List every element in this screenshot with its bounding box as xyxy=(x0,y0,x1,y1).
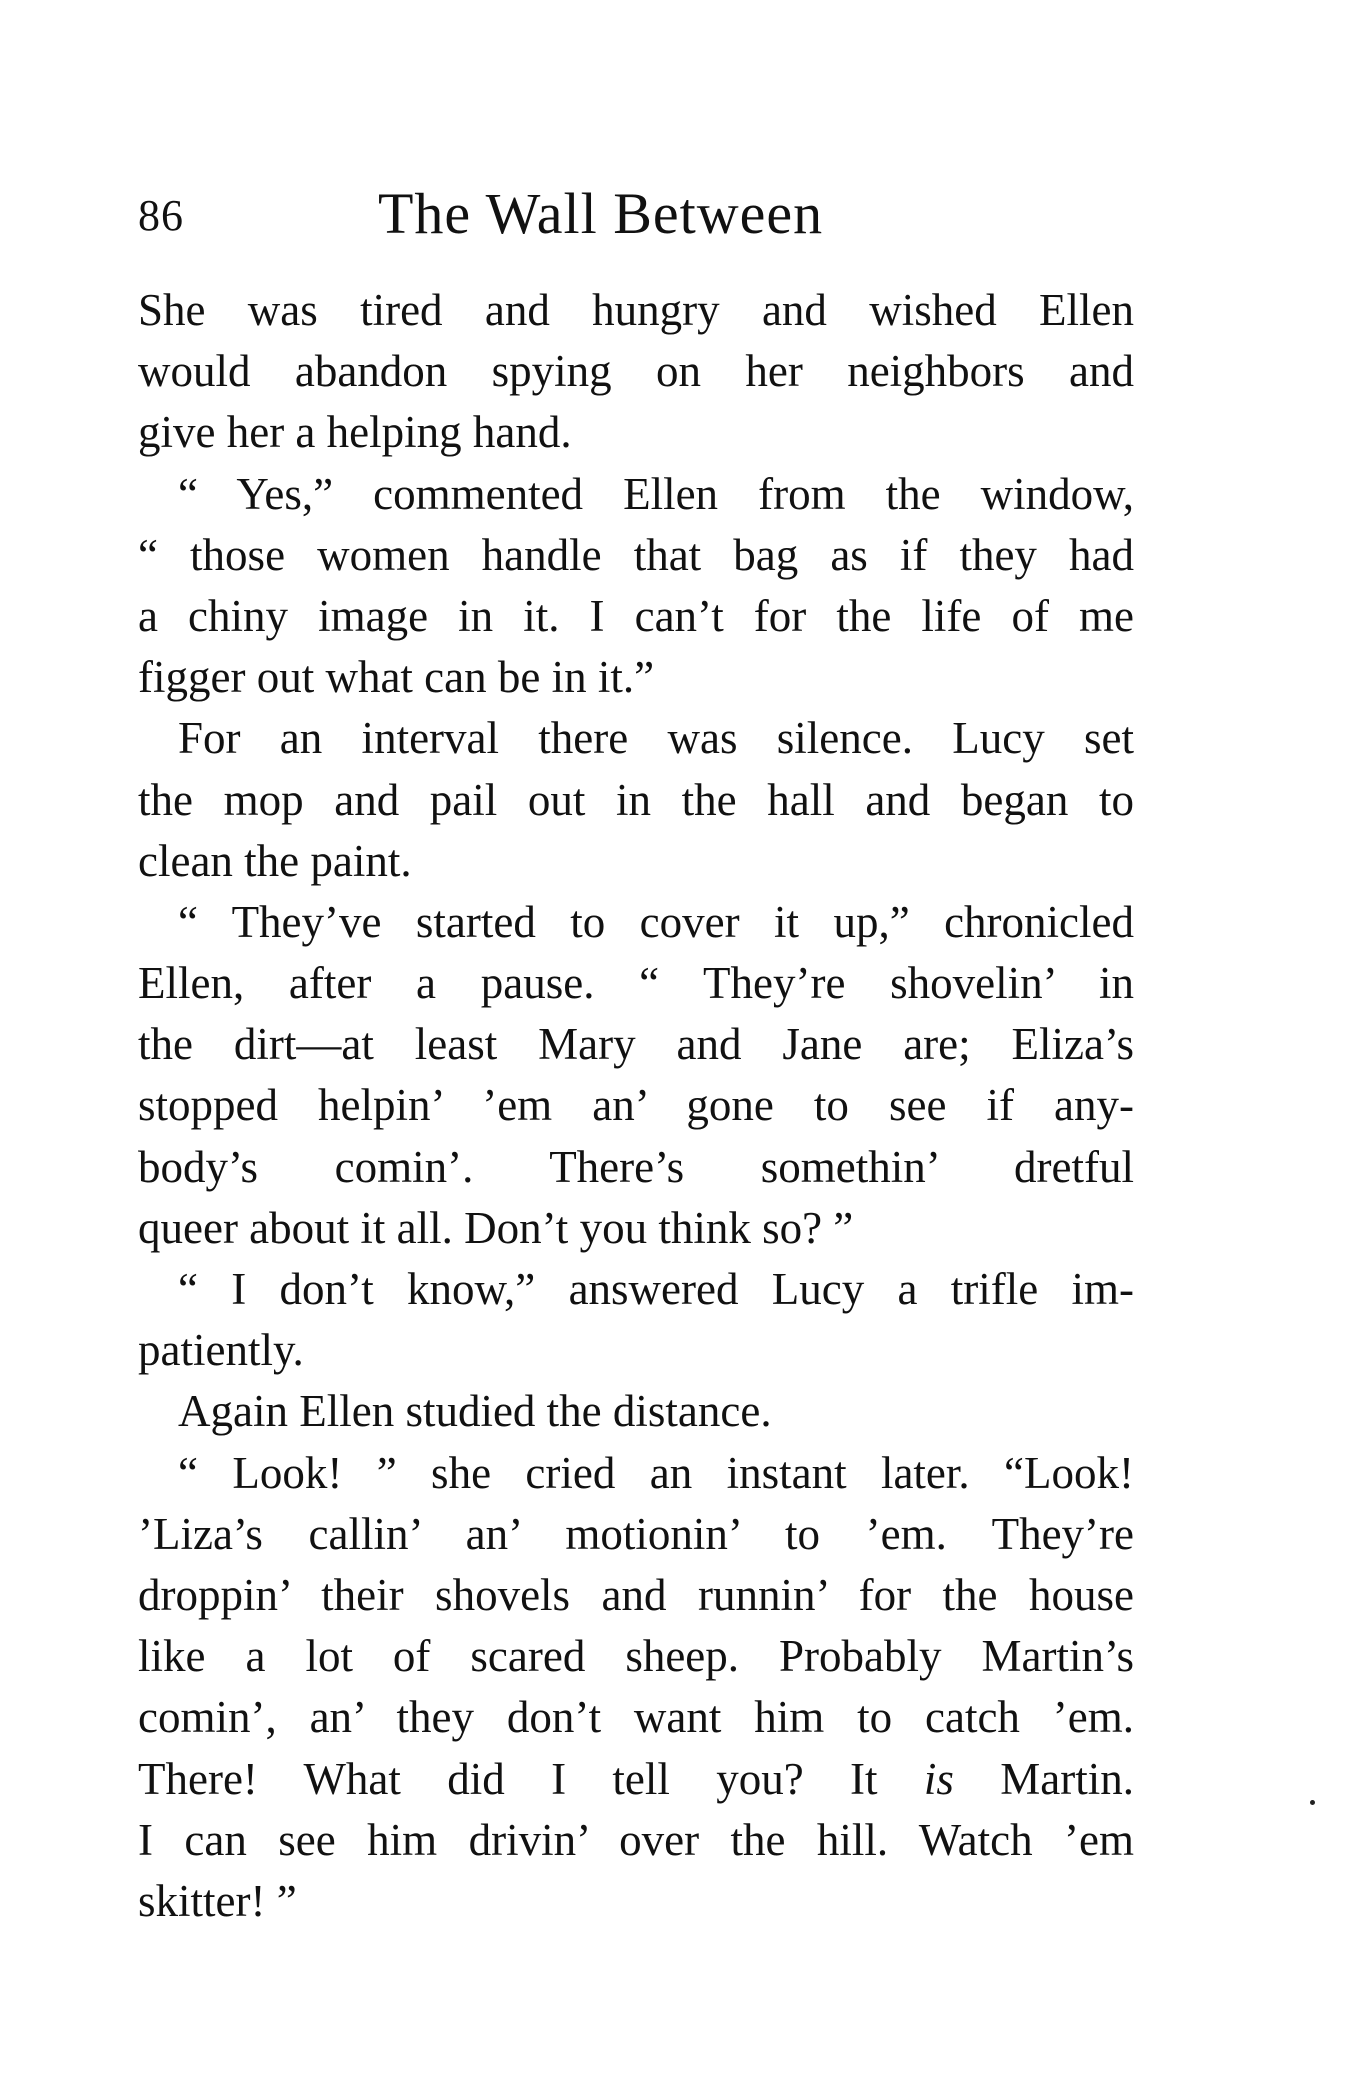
running-title: The Wall Between xyxy=(378,181,824,246)
text-line: give her a helping hand. xyxy=(138,407,572,458)
text-line: droppin’ their shovels and runnin’ for the house xyxy=(138,1569,1134,1620)
text-line: patiently. xyxy=(138,1325,304,1376)
text-line: Again Ellen studied the distance. xyxy=(178,1386,772,1437)
print-speck xyxy=(1310,1800,1315,1805)
text-line: the mop and pail out in the hall and began to xyxy=(138,774,1134,825)
text-line: queer about it all. Don’t you think so? ” xyxy=(138,1202,854,1253)
text-line: body’s comin’. There’s somethin’ dretful xyxy=(138,1141,1134,1192)
text-line: the dirt—at least Mary and Jane are; Eliza’s xyxy=(138,1019,1134,1070)
text-line: Ellen, after a pause. “ They’re shovelin’ in xyxy=(138,958,1134,1009)
text-line: stopped helpin’ ’em an’ gone to see if any- xyxy=(138,1080,1134,1131)
text-line: “ Look! ” she cried an instant later. “Look! xyxy=(178,1447,1134,1498)
body-text xyxy=(138,280,1134,1932)
text-line: a chiny image in it. I can’t for the life of me xyxy=(138,590,1134,641)
text-line: figger out what can be in it.” xyxy=(138,652,655,703)
text-line: ’Liza’s callin’ an’ motionin’ to ’em. They’re xyxy=(138,1508,1134,1559)
text-line: comin’, an’ they don’t want him to catch ’em. xyxy=(138,1692,1134,1743)
text-line: like a lot of scared sheep. Probably Martin’s xyxy=(138,1631,1134,1682)
text-line: clean the paint. xyxy=(138,835,412,886)
text-line: skitter! ” xyxy=(138,1875,297,1926)
text-line: “ I don’t know,” answered Lucy a trifle im- xyxy=(178,1264,1134,1314)
text-line: “ Yes,” commented Ellen from the window, xyxy=(178,468,1134,519)
text-line: She was tired and hungry and wished Ellen xyxy=(138,285,1134,335)
text-line: There! What did I tell you? It is Martin. xyxy=(138,1753,1134,1804)
page-number: 86 xyxy=(138,191,184,240)
text-line: “ those women handle that bag as if they had xyxy=(138,529,1134,580)
page-header xyxy=(138,180,1138,260)
text-line: “ They’ve started to cover it up,” chronicled xyxy=(178,896,1134,947)
text-line: would abandon spying on her neighbors and xyxy=(138,346,1134,397)
text-line: I can see him drivin’ over the hill. Watch ’em xyxy=(138,1814,1134,1865)
emphasis: is xyxy=(923,1753,954,1804)
text-line: For an interval there was silence. Lucy set xyxy=(178,713,1134,764)
